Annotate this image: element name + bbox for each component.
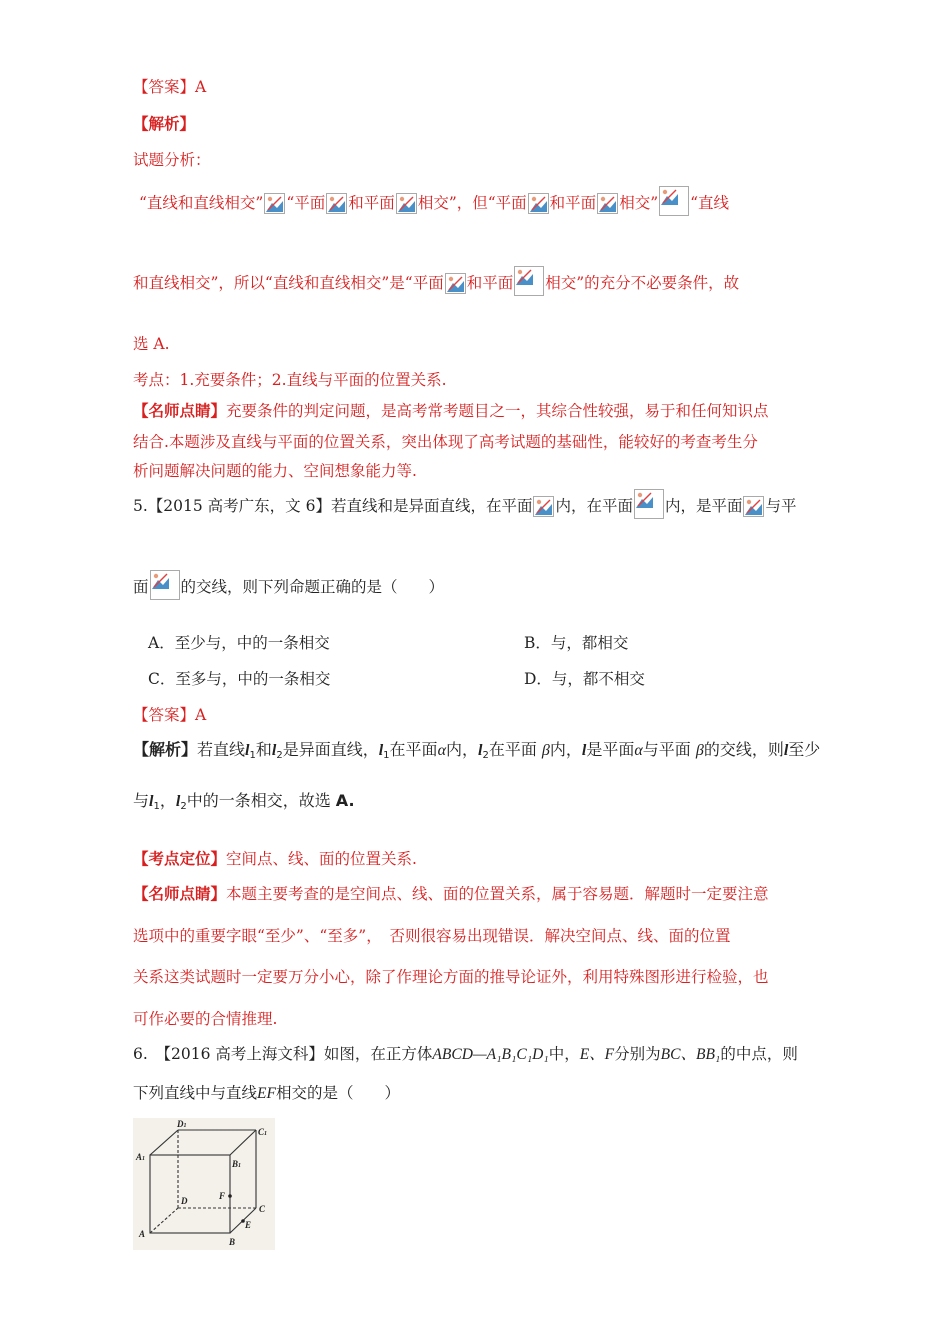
q5-mingshi-line-3: 关系这类试题时一定要万分小心，除了作理论方面的推导论证外，利用特殊图形进行检验，也	[133, 968, 769, 986]
label-d: D	[181, 1196, 188, 1206]
q5-line-1: 5.【2015 高考广东，文 6】若直线和是异面直线，在平面 内，在平面 内，是平面 与平	[133, 489, 797, 519]
label-c1: C1	[258, 1127, 268, 1137]
point-f	[228, 1194, 232, 1198]
image-placeholder-icon	[634, 489, 664, 519]
mingshi-line-3: 析问题解决问题的能力、空间想象能力等.	[133, 462, 417, 480]
analysis-line-3: 选 A.	[133, 335, 170, 353]
image-placeholder-icon	[597, 193, 618, 214]
image-placeholder-icon	[264, 193, 285, 214]
label-b: B	[229, 1237, 236, 1247]
label-f: F	[219, 1191, 226, 1201]
q5-jiexi-line-2: 与$l_1$，$l_2$中的一条相交，故选 A.	[133, 791, 355, 812]
analysis-intro: 试题分析：	[133, 151, 211, 169]
label-c: C	[259, 1204, 266, 1214]
q5-mingshi-line-1: 【名师点睛】本题主要考查的是空间点、线、面的位置关系，属于容易题．解题时一定要注意	[133, 884, 769, 903]
q5-mingshi-line-2: 选项中的重要字眼“至少”、“至多”， 否则很容易出现错误．解决空间点、线、面的位置	[133, 927, 731, 945]
analysis-line-2: 和直线相交”，所以“直线和直线相交”是“平面 和平面 相交”的充分不必要条件，故	[133, 266, 739, 296]
image-placeholder-icon	[396, 193, 417, 214]
mingshi-line-1: 【名师点睛】充要条件的判定问题，是高考常考题目之一，其综合性较强，易于和任何知识点	[133, 401, 769, 420]
image-placeholder-icon	[659, 186, 689, 216]
image-placeholder-icon	[326, 193, 347, 214]
image-placeholder-icon	[445, 273, 466, 294]
analysis-label: 【解析】	[133, 114, 196, 133]
label-a1: A1	[136, 1152, 146, 1162]
image-placeholder-icon	[533, 496, 554, 517]
option-a: A．至少与，中的一条相交	[148, 634, 330, 652]
label-e: E	[245, 1220, 252, 1230]
q5-mingshi-line-4: 可作必要的合情推理.	[133, 1010, 278, 1028]
mingshi-line-2: 结合.本题涉及直线与平面的位置关系，突出体现了高考试题的基础性，能较好的考查考生分	[133, 433, 758, 451]
analysis-line-1: “直线和直线相交” “平面 和平面 相交”，但“平面 和平面 相交” “直线	[139, 186, 729, 216]
image-placeholder-icon	[514, 266, 544, 296]
q6-line-1: 6. 【2016 高考上海文科】如图，在正方体ABCD—A₁B₁C₁D₁中，E、F分别为BC、BB₁的中点，则	[133, 1045, 798, 1063]
q5-line-2: 面 的交线，则下列命题正确的是（ ）	[133, 570, 444, 600]
answer-label: 【答案】A	[133, 78, 207, 96]
q5-answer: 【答案】A	[133, 706, 207, 724]
image-placeholder-icon	[150, 570, 180, 600]
cube-diagram	[133, 1118, 275, 1250]
option-c: C．至多与，中的一条相交	[148, 670, 331, 688]
label-b1: B1	[232, 1159, 242, 1169]
kaodian-dingwei: 【考点定位】空间点、线、面的位置关系.	[133, 849, 417, 868]
option-d: D．与，都不相交	[524, 670, 645, 688]
kaodian: 考点：1.充要条件；2.直线与平面的位置关系.	[133, 371, 447, 389]
label-d1: D1	[177, 1119, 187, 1129]
option-b: B．与，都相交	[524, 634, 629, 652]
image-placeholder-icon	[528, 193, 549, 214]
cube-figure	[133, 1118, 275, 1250]
image-placeholder-icon	[743, 496, 764, 517]
q6-line-2: 下列直线中与直线EF相交的是（ ）	[133, 1084, 400, 1102]
q5-jiexi-line-1: 【解析】若直线$l_1$和$l_2$是异面直线，$l_1$在平面α内，$l_2$在平面 β内，l是平面α与平面 β的交线，则l至少	[133, 740, 821, 761]
label-a: A	[139, 1229, 146, 1239]
